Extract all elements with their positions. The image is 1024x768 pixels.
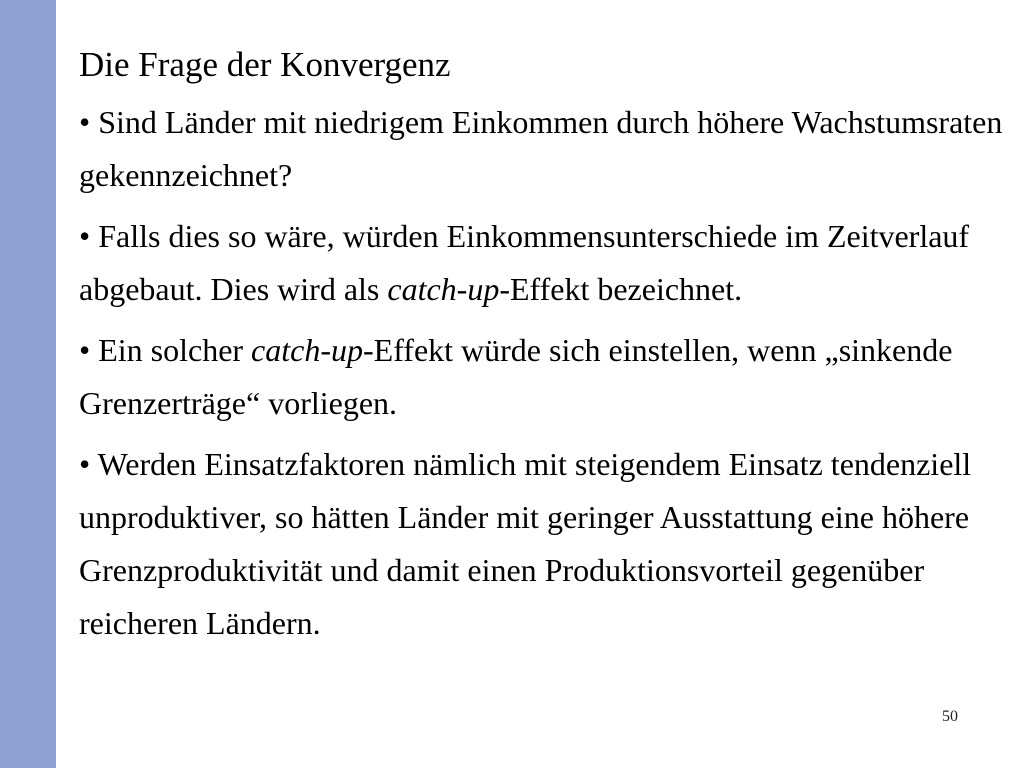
bullet-2-text-post: -Effekt bezeichnet.	[499, 271, 743, 307]
slide-title: Die Frage der Konvergenz	[79, 45, 451, 84]
bullet-3-text-post: -Effekt würde sich einstellen, wenn „sinkende Grenzerträge“ vorliegen.	[79, 332, 953, 421]
left-accent-bar	[0, 0, 56, 768]
bullet-2	[79, 210, 1009, 316]
bullet-2-text-pre: • Falls dies so wäre, würden Einkommensunterschiede im Zeitverlauf abgebaut. Dies wird als	[79, 218, 970, 307]
bullet-4	[79, 438, 1009, 650]
bullet-1-text: • Sind Länder mit niedrigem Einkommen durch höhere Wachstumsraten gekennzeichnet?	[79, 104, 1003, 193]
bullet-3-italic-term: catch-up	[251, 332, 363, 368]
slide-content	[79, 40, 1009, 658]
bullet-1	[79, 96, 1009, 202]
bullet-3	[79, 324, 1009, 430]
page-number: 50	[942, 708, 958, 725]
bullet-4-text: • Werden Einsatzfaktoren nämlich mit steigendem Einsatz tendenziell unproduktiver, so hätten Länder mit geringer Ausstattung eine höhere Grenzproduktivität und damit einen Produktionsvorteil gegenüber reicheren Ländern.	[79, 446, 972, 641]
bullet-2-italic-term: catch-up	[387, 271, 500, 307]
bullet-3-text-pre: • Ein solcher	[79, 332, 252, 368]
